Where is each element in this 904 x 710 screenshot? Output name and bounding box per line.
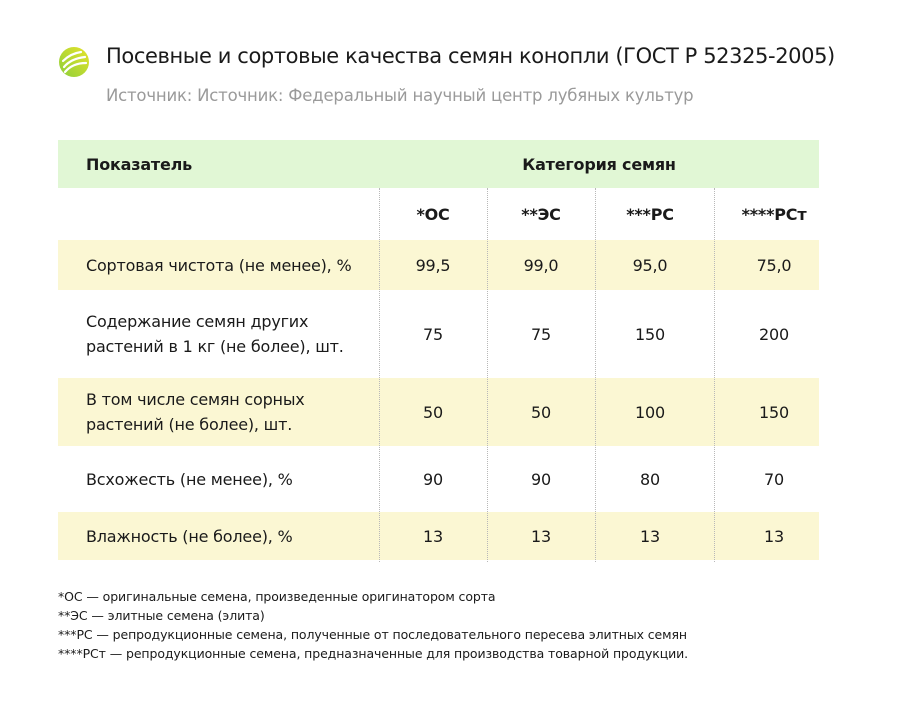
category-rs: ***РС [626, 204, 674, 224]
header-seed-category: Категория семян [522, 154, 676, 174]
footnote: ***РС — репродукционные семена, полученные от последовательного пересева элитных семян [58, 627, 687, 642]
source-note: Источник: Источник: Федеральный научный центр лубяных культур [106, 86, 694, 105]
header-indicator: Показатель [86, 154, 193, 174]
footnote: *ОС — оригинальные семена, произведенные оригинатором сорта [58, 589, 496, 604]
table-row [58, 446, 819, 512]
category-es: **ЭС [521, 204, 561, 224]
table-row [58, 378, 819, 446]
row-label: Содержание семян других растений в 1 кг (не более), шт. [86, 312, 344, 356]
row-value: 13 [640, 526, 660, 546]
footnote: ****РСт — репродукционные семена, предназначенные для производства товарной продукции. [58, 646, 689, 661]
row-value: 13 [764, 526, 784, 546]
page-title: Посевные и сортовые качества семян конопли (ГОСТ Р 52325-2005) [106, 44, 835, 68]
row-label: Влажность (не более), % [86, 526, 293, 546]
row-value: 99,5 [415, 255, 451, 275]
row-value: 13 [531, 526, 551, 546]
row-value: 75,0 [756, 255, 792, 275]
hemp-seed-logo-icon [58, 46, 90, 78]
footnotes [58, 587, 688, 663]
column-divider [595, 188, 596, 562]
row-label: Сортовая чистота (не менее), % [86, 255, 352, 275]
row-value: 75 [531, 324, 551, 344]
row-label: Всхожесть (не менее), % [86, 469, 293, 489]
row-value: 80 [640, 469, 660, 489]
row-value: 90 [423, 469, 443, 489]
row-value: 150 [759, 402, 789, 422]
column-divider [487, 188, 488, 562]
seed-quality-table [58, 140, 819, 560]
row-value: 13 [423, 526, 443, 546]
footnote: **ЭС — элитные семена (элита) [58, 608, 265, 623]
row-value: 50 [531, 402, 551, 422]
row-value: 50 [423, 402, 443, 422]
row-value: 95,0 [632, 255, 668, 275]
table-row [58, 512, 819, 560]
column-divider [379, 188, 380, 562]
column-divider [714, 188, 715, 562]
category-header-row [58, 188, 819, 240]
row-value: 200 [759, 324, 789, 344]
row-value: 100 [635, 402, 665, 422]
row-value: 75 [423, 324, 443, 344]
category-os: *ОС [416, 204, 450, 224]
table-row [58, 290, 819, 378]
row-value: 150 [635, 324, 665, 344]
row-label: В том числе семян сорных растений (не более), шт. [86, 390, 305, 434]
row-value: 90 [531, 469, 551, 489]
row-value: 99,0 [523, 255, 559, 275]
table-header-row [58, 140, 819, 188]
table-row [58, 240, 819, 290]
row-value: 70 [764, 469, 784, 489]
category-rst: ****РСт [741, 204, 807, 224]
